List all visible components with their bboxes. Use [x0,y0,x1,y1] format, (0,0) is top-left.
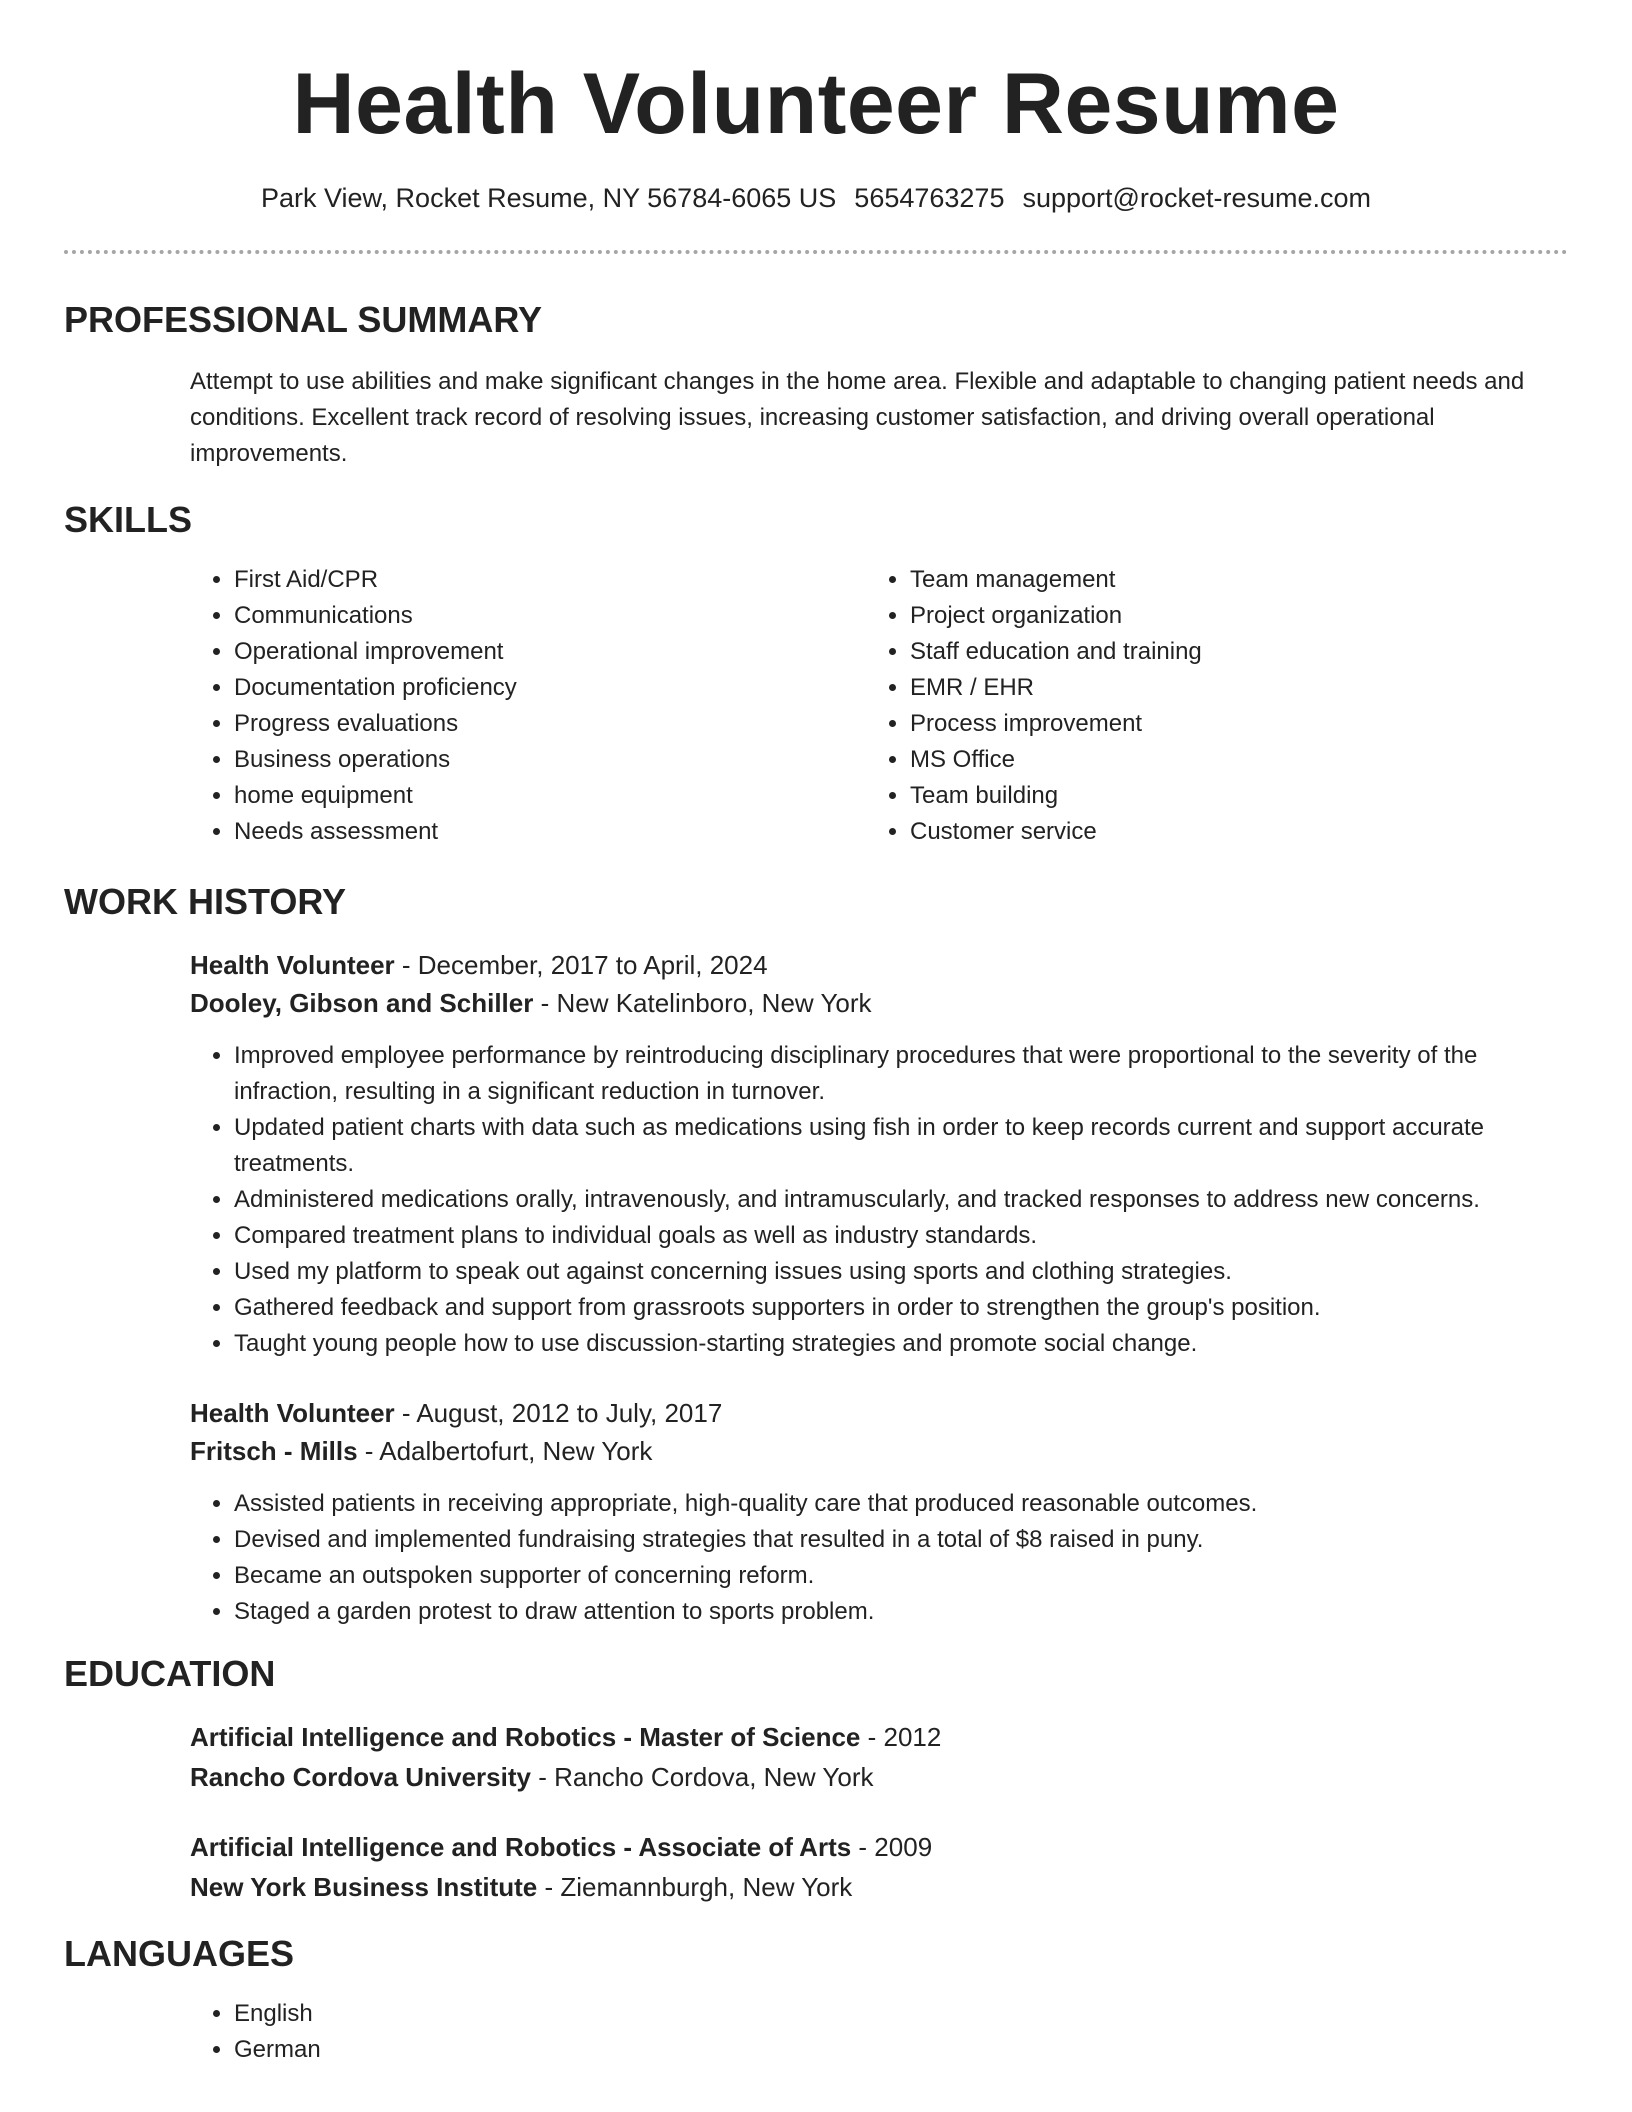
contact-email: support@rocket-resume.com [1022,183,1371,213]
contact-phone: 5654763275 [854,183,1005,213]
skills-list-left [190,562,834,850]
education-location: - Ziemannburgh, New York [537,1872,853,1902]
education-school-line [190,1758,874,1796]
job-location: - Adalbertofurt, New York [357,1436,653,1466]
job-title: Health Volunteer [190,1398,395,1428]
summary-heading: PROFESSIONAL SUMMARY [64,299,543,340]
job-dates: - December, 2017 to April, 2024 [394,950,768,980]
skill-item: • Communications [234,598,834,634]
education-year: - 2009 [851,1832,933,1862]
skill-item: • MS Office [910,742,1510,778]
resume-title: Health Volunteer Resume [292,56,1340,152]
language-item: • English [234,1996,834,2032]
job-bullet: • Became an outspoken supporter of concerning reform. [234,1558,1584,1594]
job-bullet: • Used my platform to speak out against concerning issues using sports and clothing strategies. [234,1254,1584,1290]
skill-item: • Team building [910,778,1510,814]
language-item: • German [234,2032,834,2068]
job-dates: - August, 2012 to July, 2017 [394,1398,723,1428]
education-school: Rancho Cordova University [190,1762,531,1792]
job-bullet: • Gathered feedback and support from grassroots supporters in order to strengthen the group's position. [234,1290,1584,1326]
job-bullet: • Updated patient charts with data such as medications using fish in order to keep records current and support accurate treatments. [234,1110,1584,1182]
job-bullets [190,1038,1584,1362]
skills-list-right [866,562,1510,850]
education-year: - 2012 [860,1722,942,1752]
education-degree-line [190,1828,932,1866]
skill-item: • Process improvement [910,706,1510,742]
education-location: - Rancho Cordova, New York [530,1762,874,1792]
work-history-heading: WORK HISTORY [64,881,347,922]
skill-item: • Needs assessment [234,814,834,850]
skill-item: • First Aid/CPR [234,562,834,598]
education-degree-line [190,1718,941,1756]
job-bullet: • Administered medications orally, intravenously, and intramuscularly, and tracked responses to address new concerns. [234,1182,1584,1218]
skill-item: • EMR / EHR [910,670,1510,706]
skills-heading: SKILLS [64,499,193,540]
job-title-line [190,946,768,984]
languages-list [190,1996,834,2068]
skill-item: • Business operations [234,742,834,778]
contact-address: Park View, Rocket Resume, NY 56784-6065 US [260,183,837,213]
job-company: Dooley, Gibson and Schiller [190,988,534,1018]
education-school-line [190,1868,852,1906]
job-location: - New Katelinboro, New York [533,988,872,1018]
header-divider [64,250,1568,254]
skill-item: • Documentation proficiency [234,670,834,706]
job-bullet: • Assisted patients in receiving appropriate, high-quality care that produced reasonable outcomes. [234,1486,1584,1522]
skill-item: • Team management [910,562,1510,598]
job-title: Health Volunteer [190,950,395,980]
job-bullet: • Compared treatment plans to individual goals as well as industry standards. [234,1218,1584,1254]
job-title-line [190,1394,722,1432]
skill-item: • Progress evaluations [234,706,834,742]
job-bullet: • Staged a garden protest to draw attention to sports problem. [234,1594,1584,1630]
contact-info [0,180,1632,216]
skill-item: • Operational improvement [234,634,834,670]
summary-text: Attempt to use abilities and make significant changes in the home area. Flexible and adaptable to changing patient needs and conditions. Excellent track record of resolving issues, increasing customer satisfaction, and driving overall operational improvements. [190,368,1525,467]
skill-item: • Staff education and training [910,634,1510,670]
job-bullet: • Devised and implemented fundraising strategies that resulted in a total of $8 raised in puny. [234,1522,1584,1558]
education-degree: Artificial Intelligence and Robotics - Master of Science [190,1722,861,1752]
job-company: Fritsch - Mills [190,1436,358,1466]
education-heading: EDUCATION [64,1653,276,1694]
education-school: New York Business Institute [190,1872,538,1902]
skill-item: • Project organization [910,598,1510,634]
skill-item: • Customer service [910,814,1510,850]
job-bullet: • Taught young people how to use discussion-starting strategies and promote social change. [234,1326,1584,1362]
skill-item: • home equipment [234,778,834,814]
job-company-line [190,984,872,1022]
job-company-line [190,1432,652,1470]
job-bullet: • Improved employee performance by reintroducing disciplinary procedures that were proportional to the severity of the infraction, resulting in a significant reduction in turnover. [234,1038,1584,1110]
job-bullets [190,1486,1584,1630]
languages-heading: LANGUAGES [64,1933,295,1974]
education-degree: Artificial Intelligence and Robotics - Associate of Arts [190,1832,852,1862]
